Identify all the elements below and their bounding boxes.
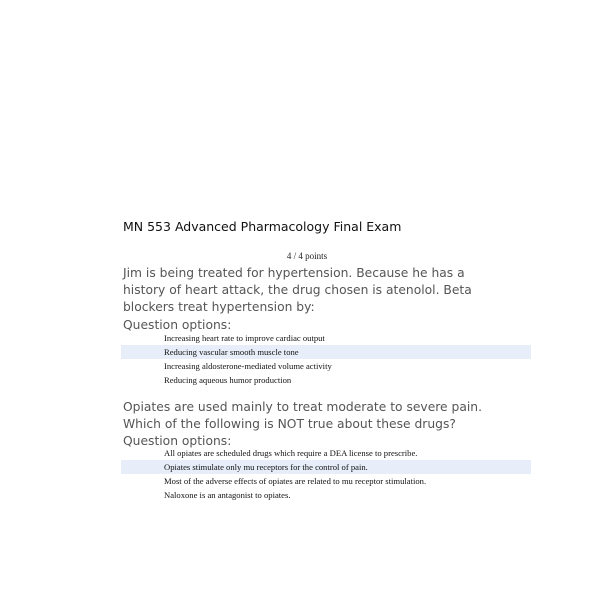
question-1-option-2-selected[interactable]: Reducing vascular smooth muscle tone — [121, 345, 531, 359]
question-1-option-3[interactable]: Increasing aldosterone-mediated volume activity — [164, 361, 332, 371]
question-1-options — [121, 331, 531, 387]
question-2-option-2-selected[interactable]: Opiates stimulate only mu receptors for the control of pain. — [121, 460, 531, 474]
question-1-options-label: Question options: — [123, 317, 232, 332]
question-2-option-3[interactable]: Most of the adverse effects of opiates are related to mu receptor stimulation. — [164, 476, 427, 486]
question-2-options — [121, 446, 531, 502]
question-1-option-4[interactable]: Reducing aqueous humor production — [164, 375, 292, 385]
question-2-options-label: Question options: — [123, 434, 232, 449]
question-1-text: Jim is being treated for hypertension. Because he has a history of heart attack, the drug chosen is atenolol. Beta blockers treat hypertension by: — [123, 266, 472, 315]
question-1 — [123, 265, 503, 334]
question-2-option-1[interactable]: All opiates are scheduled drugs which require a DEA license to prescribe. — [164, 448, 418, 458]
document-title: MN 553 Advanced Pharmacology Final Exam — [123, 219, 402, 234]
question-2-option-4[interactable]: Naloxone is an antagonist to opiates. — [164, 490, 291, 500]
question-2 — [123, 399, 503, 451]
question-2-text: Opiates are used mainly to treat moderate to severe pain. Which of the following is NOT true about these drugs? — [123, 400, 482, 432]
question-1-option-1[interactable]: Increasing heart rate to improve cardiac output — [164, 333, 325, 343]
score-label: 4 / 4 points — [286, 251, 328, 261]
